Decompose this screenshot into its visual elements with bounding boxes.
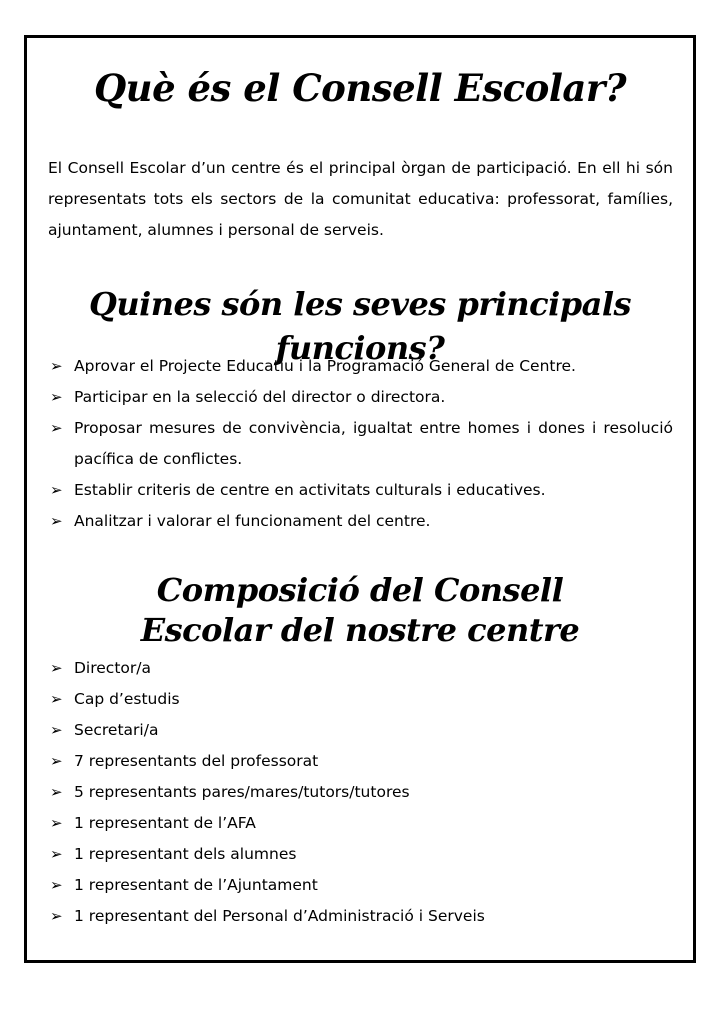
list-item: [48, 870, 673, 901]
list-item: [48, 715, 673, 746]
arrow-bullet-icon: ➢: [50, 783, 63, 801]
arrow-bullet-icon: ➢: [50, 690, 63, 708]
list-item: [48, 901, 673, 932]
list-item: [48, 684, 673, 715]
arrow-bullet-icon: ➢: [50, 512, 63, 530]
list-item: [48, 653, 673, 684]
heading-what-is-council: Què és el Consell Escolar?: [93, 66, 627, 110]
arrow-bullet-icon: ➢: [50, 814, 63, 832]
member-text: Secretari/a: [74, 721, 159, 739]
member-text: 1 representant de l’Ajuntament: [74, 876, 318, 894]
list-item: [48, 351, 673, 382]
heading-functions: Quines són les seves principals funcions?: [88, 285, 632, 367]
member-text: Cap d’estudis: [74, 690, 180, 708]
intro-paragraph: El Consell Escolar d’un centre és el principal òrgan de participació. En ell hi són representats tots els sectors de la comunitat educativa: professorat, famílies, ajuntament, alumnes i personal de serveis.: [48, 159, 673, 239]
list-item: [48, 475, 673, 506]
composition-list: [48, 653, 673, 932]
arrow-bullet-icon: ➢: [50, 721, 63, 739]
member-text: 1 representant dels alumnes: [74, 845, 297, 863]
member-text: 1 representant de l’AFA: [74, 814, 256, 832]
list-item: [48, 777, 673, 808]
arrow-bullet-icon: ➢: [50, 419, 63, 437]
arrow-bullet-icon: ➢: [50, 845, 63, 863]
arrow-bullet-icon: ➢: [50, 752, 63, 770]
function-text: Proposar mesures de convivència, igualtat entre homes i dones i resolució pacífica de conflictes.: [74, 419, 673, 468]
list-item: [48, 808, 673, 839]
list-item: [48, 382, 673, 413]
member-text: Director/a: [74, 659, 151, 677]
function-text: Participar en la selecció del director o directora.: [74, 388, 446, 406]
function-text: Establir criteris de centre en activitats culturals i educatives.: [74, 481, 546, 499]
arrow-bullet-icon: ➢: [50, 388, 63, 406]
list-item: [48, 506, 673, 537]
member-text: 1 representant del Personal d’Administració i Serveis: [74, 907, 485, 925]
arrow-bullet-icon: ➢: [50, 481, 63, 499]
list-item: [48, 839, 673, 870]
arrow-bullet-icon: ➢: [50, 357, 63, 375]
list-item: [48, 746, 673, 777]
heading-composition: Composició del Consell Escolar del nostre centre: [140, 571, 580, 649]
list-item: [48, 413, 673, 475]
member-text: 7 representants del professorat: [74, 752, 319, 770]
function-text: Aprovar el Projecte Educatiu i la Programació General de Centre.: [74, 357, 576, 375]
arrow-bullet-icon: ➢: [50, 907, 63, 925]
arrow-bullet-icon: ➢: [50, 876, 63, 894]
member-text: 5 representants pares/mares/tutors/tutores: [74, 783, 410, 801]
function-text: Analitzar i valorar el funcionament del centre.: [74, 512, 431, 530]
arrow-bullet-icon: ➢: [50, 659, 63, 677]
functions-list: [48, 351, 673, 537]
